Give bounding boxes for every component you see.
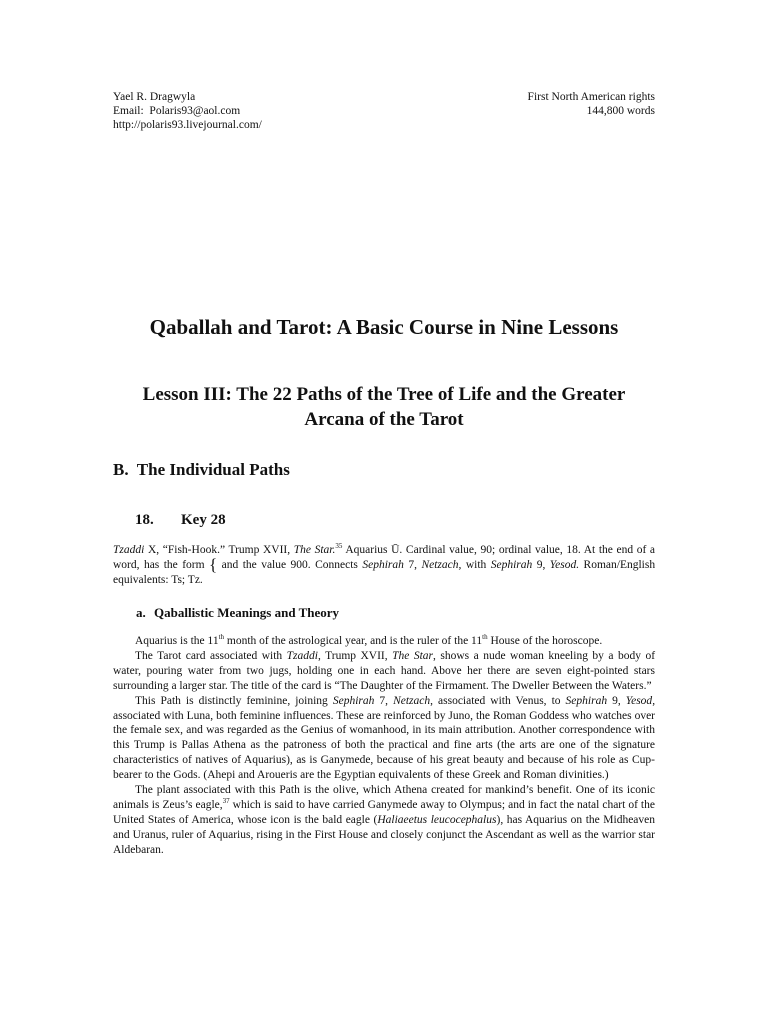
lesson-title: Lesson III: The 22 Paths of the Tree of Life and the Greater Arcana of the Tarot — [142, 384, 626, 430]
author-block — [113, 90, 262, 132]
subsection-title: Qaballistic Meanings and Theory — [154, 605, 340, 620]
subsection-label: a. — [136, 605, 146, 620]
p2-tzaddi: Tzaddi — [286, 649, 318, 662]
p3-netzach: Netzach — [393, 694, 431, 707]
p3-text-d: 9, — [612, 694, 621, 707]
intro-paragraph — [113, 543, 655, 588]
rights-text: First North American rights — [527, 91, 655, 103]
word-count: 144,800 words — [586, 105, 655, 117]
p2-text-a: The Tarot card associated with — [135, 649, 283, 662]
section-heading — [113, 459, 290, 481]
intro-astro: Aquarius Ū. Cardinal value, 90; ordinal value, 18. At the end of a word, has the form — [113, 544, 656, 571]
p1-sup-2: th — [482, 633, 488, 642]
intro-meaning: “Fish-Hook.” Trump XVII, — [162, 544, 291, 556]
intro-seph-9: 9, — [536, 559, 546, 571]
author-url[interactable]: http://polaris93.livejournal.com/ — [113, 119, 262, 131]
p4-text-a: The plant associated with this Path is the olive, which Athena created for mankind’s benefit. One of its iconic animals is Zeus’s eagle, — [113, 784, 655, 811]
intro-seph-7: 7, — [408, 559, 417, 571]
p1-text-c: House of the horoscope. — [490, 635, 603, 647]
intro-sephirah-b: Sephirah — [490, 559, 533, 571]
intro-yesod: Yesod. — [549, 559, 580, 571]
intro-hebrew-glyph: X, — [147, 544, 160, 556]
final-form-glyph: { — [209, 555, 218, 574]
section-title: The Individual Paths — [136, 460, 290, 479]
p4-text-c: ), has Aquarius on the Midheaven and Uranus, ruler of Aquarius, rising in the First House and closely conjunct the Ascendant as well as the warrior star Aldebaran. — [113, 813, 656, 856]
p3-text-c: , associated with Venus, to — [430, 694, 561, 707]
document-title: Qaballah and Tarot: A Basic Course in Nine Lessons — [149, 315, 619, 339]
p3-sephirah-1: Sephirah — [332, 694, 375, 707]
p4-text-b: which is said to have carried Ganymede away to Olympus; and in fact the natal chart of the United States of America, whose icon is the bald eagle ( — [113, 798, 655, 826]
paragraph-3 — [113, 694, 655, 783]
author-email-line — [113, 104, 262, 118]
p3-yesod: Yesod — [625, 694, 653, 707]
paragraph-1 — [113, 634, 655, 649]
paragraph-4 — [113, 783, 655, 858]
p1-text-a: Aquarius is the 11 — [135, 635, 219, 647]
rights-block — [528, 90, 655, 118]
p2-the-star: The Star — [392, 649, 434, 662]
footnote-37: 37 — [222, 797, 230, 806]
author-name: Yael R. Dragwyla — [113, 91, 196, 103]
p1-sup-1: th — [218, 633, 225, 642]
section-label: B. — [113, 460, 129, 479]
intro-netzach: Netzach, — [421, 559, 462, 571]
key-title: Key 28 — [181, 512, 226, 528]
p3-text-a: This Path is distinctly feminine, joining — [135, 694, 328, 707]
footnote-35: 35 — [335, 542, 343, 551]
paragraph-2 — [113, 649, 655, 694]
intro-value: and the value 900. Connects — [221, 559, 358, 571]
p3-text-b: 7, — [379, 694, 389, 707]
p3-sephirah-2: Sephirah — [565, 694, 608, 707]
intro-letter: Tzaddi — [113, 544, 145, 556]
p4-latin-name: Haliaeetus leucocephalus — [377, 813, 497, 826]
p2-text-c: , shows a nude woman kneeling by a body of water, pouring water from two jugs, holding one in each hand. Above her there are seven eight-pointed stars surrounding a larger star. The title of the card is “The Daughter of the Firmament. The Dweller Between the Waters.” — [113, 649, 656, 692]
p1-text-b: month of the astrological year, and is the ruler of the 11 — [226, 635, 483, 647]
author-email[interactable]: Polaris93@aol.com — [149, 105, 241, 117]
p2-text-b: , Trump XVII, — [317, 649, 388, 662]
intro-with: with — [465, 559, 487, 571]
email-label: Email: — [113, 105, 144, 117]
intro-card: The Star. — [293, 544, 336, 556]
body-text — [113, 634, 655, 858]
intro-sephirah-a: Sephirah — [362, 559, 404, 571]
key-heading — [135, 510, 226, 530]
intro-equivalents: Roman/English equivalents: Ts; Tz. — [113, 559, 656, 586]
key-number: 18. — [135, 512, 154, 528]
subsection-heading — [136, 604, 339, 621]
p3-text-e: , associated with Luna, both feminine influences. These are reinforced by Juno, the Roman Goddess who watches over the female sex, and was regarded as the Genius of womanhood, in its main attribution. Another correspondence with this Trump is Pallas Athena as the patroness of both the practical and fine arts (the arts are one of the signature characteristics of natives of Aquarius), as is Ganymede, because of his great beauty and because of his role as Cup-bearer to the Gods. (Ahepi and Aroueris are the Egyptian equivalents of these Greek and Roman divinities.) — [113, 694, 656, 782]
